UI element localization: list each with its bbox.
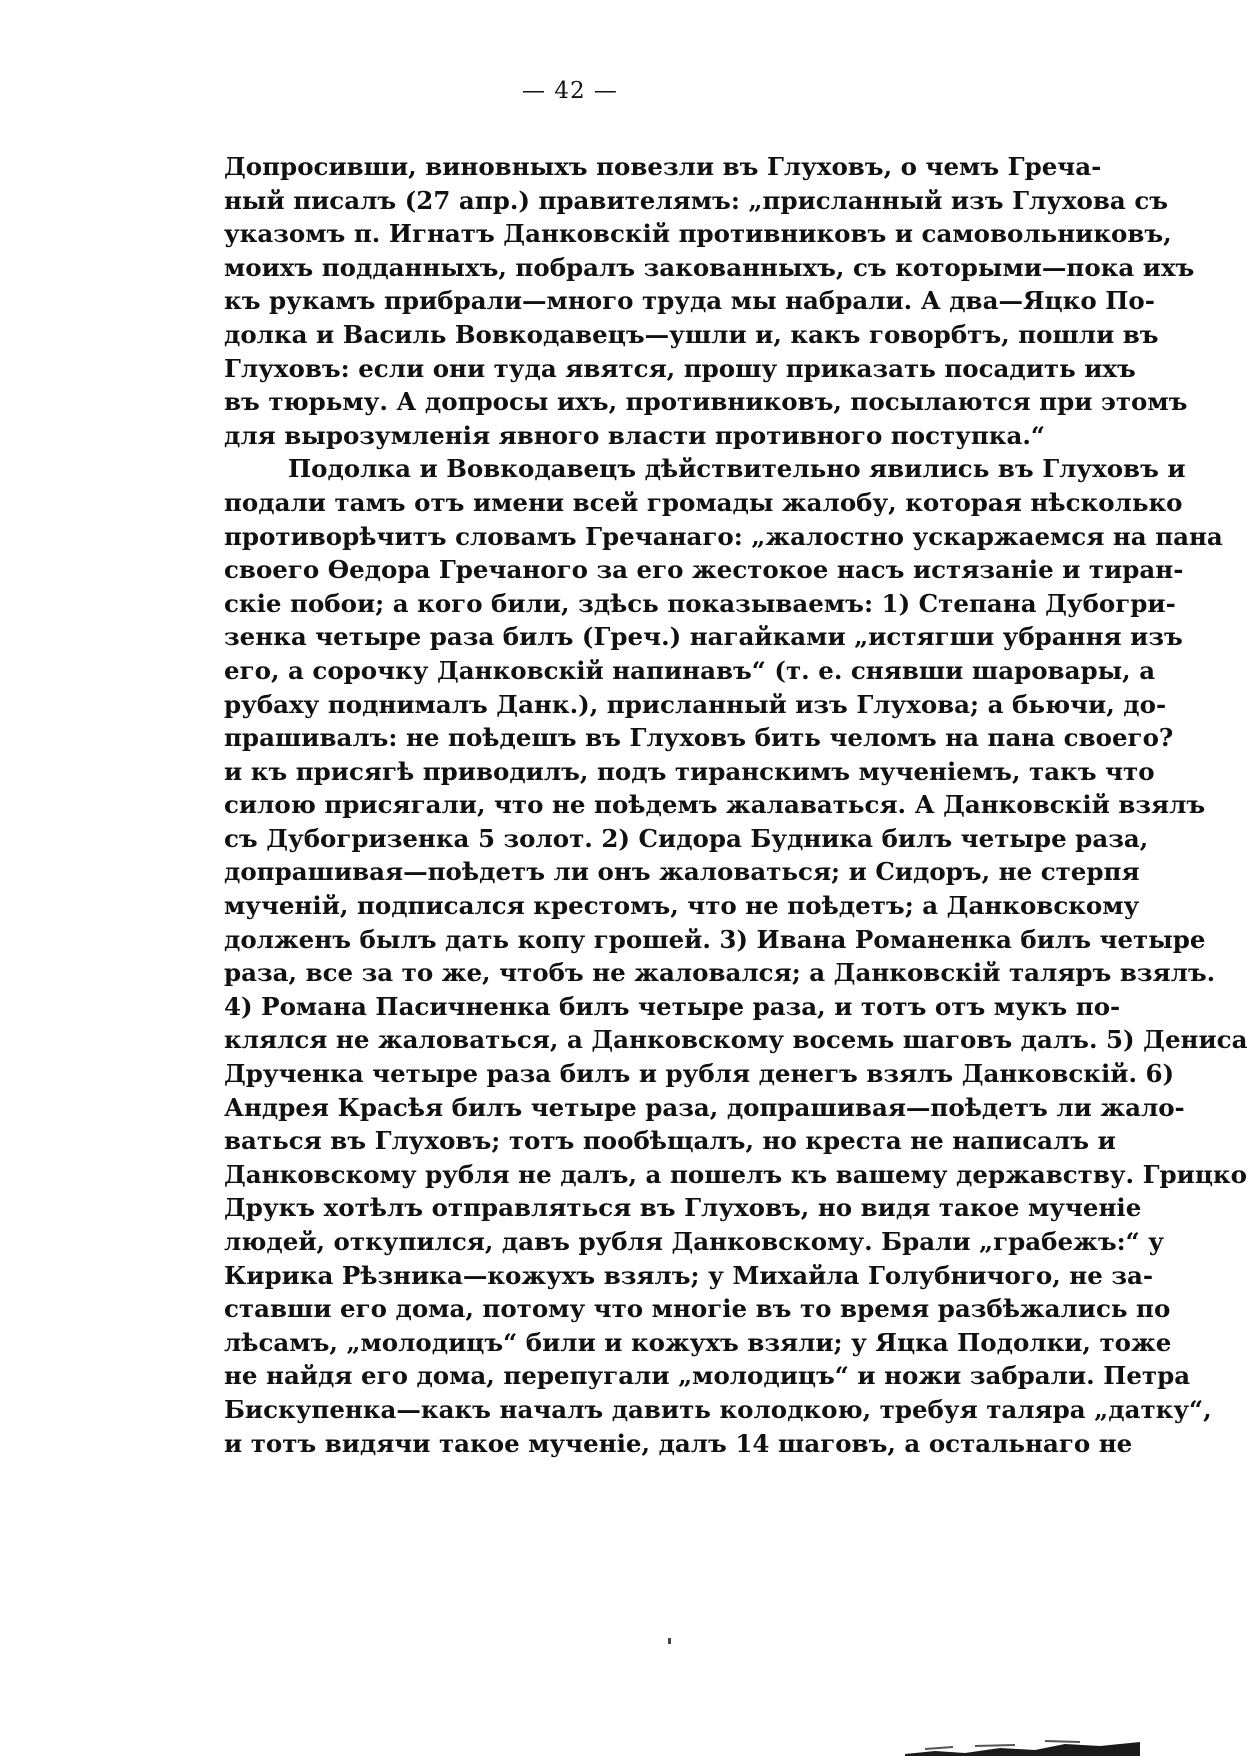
page-number: — 42 —: [522, 78, 618, 104]
text-line: долженъ былъ дать копу грошей. 3) Ивана Романенка билъ четыре: [224, 924, 1206, 954]
text-line: Допросивши, виновныхъ повезли въ Глуховъ, о чемъ Греча-: [224, 152, 1102, 181]
text-line: Кирика Рѣзника—кожухъ взялъ; у Михайла Голубничого, не за-: [224, 1260, 1154, 1290]
text-line: Бискупенка—какъ началъ давить колодкою, требуя таляра „датку“,: [224, 1394, 1212, 1424]
text-line: подали тамъ отъ имени всей громады жалобу, которая нѣсколько: [224, 487, 1183, 517]
scan-edge-artifact: [905, 1736, 1140, 1756]
text-line: 4) Романа Пасичненка билъ четыре раза, и тотъ отъ мукъ по-: [224, 991, 1121, 1021]
text-line: силою присягали, что не поѣдемъ жалаваться. А Данковскій взялъ: [224, 790, 1206, 820]
text-line: своего Өедора Гречаного за его жестокое насъ истязаніе и тиран-: [224, 555, 1184, 585]
text-line: къ рукамъ прибрали—много труда мы набрали. А два—Яцко По-: [224, 286, 1155, 316]
scan-speck: [668, 1638, 671, 1644]
text-line: рубаху поднималъ Данк.), присланный изъ Глухова; а бьючи, до-: [224, 689, 1167, 719]
text-line: зенка четыре раза билъ (Греч.) нагайками „истягши убрання изъ: [224, 622, 1183, 652]
text-line: Данковскому рубля не далъ, а пошелъ къ вашему державству. Грицко: [224, 1159, 1247, 1189]
text-line: моихъ подданныхъ, побралъ закованныхъ, съ которыми—пока ихъ: [224, 252, 1195, 282]
text-line: Андрея Красѣя билъ четыре раза, допрашивая—поѣдетъ ли жало-: [224, 1092, 1185, 1122]
text-line: противорѣчитъ словамъ Гречанаго: „жалостно ускаржаемся на пана: [224, 521, 1223, 551]
text-line: ный писалъ (27 апр.) правителямъ: „присланный изъ Глухова съ: [224, 185, 1169, 215]
text-line: указомъ п. Игнатъ Данковскій противниковъ и самовольниковъ,: [224, 219, 1172, 249]
text-line: Друченка четыре раза билъ и рубля денегъ взялъ Данковскій. 6): [224, 1059, 1175, 1089]
text-line: мученій, подписался крестомъ, что не поѣдетъ; а Данковскому: [224, 891, 1140, 921]
text-line: Глуховъ: если они туда явятся, прошу приказать посадить ихъ: [224, 353, 1136, 383]
text-line: и тотъ видячи такое мученіе, далъ 14 шаговъ, а остальнаго не: [224, 1428, 1133, 1458]
text-line: лѣсамъ, „молодицъ“ били и кожухъ взяли; у Яцка Подолки, тоже: [224, 1327, 1172, 1357]
text-line: для вырозумленія явного власти противного поступка.“: [224, 420, 1045, 450]
text-line: ставши его дома, потому что многіе въ то время разбѣжались по: [224, 1294, 1171, 1324]
text-line: не найдя его дома, перепугали „молодицъ“ и ножи забрали. Петра: [224, 1361, 1191, 1391]
text-line: клялся не жаловаться, а Данковскому восемь шаговъ далъ. 5) Дениса: [224, 1025, 1247, 1055]
text-line: долка и Василь Вовкодавецъ—ушли и, какъ говорбтъ, пошли въ: [224, 319, 1159, 349]
text-line: Друкъ хотѣлъ отправляться въ Глуховъ, но видя такое мученіе: [224, 1193, 1142, 1223]
text-line: его, а сорочку Данковскій напинавъ“ (т. е. снявши шаровары, а: [224, 655, 1156, 685]
body-text: [224, 150, 1247, 1460]
text-line: скіе побои; а кого били, здѣсь показываемъ: 1) Степана Дубогри-: [224, 588, 1176, 618]
text-line: ваться въ Глуховъ; тотъ пообѣщалъ, но креста не написалъ и: [224, 1126, 1116, 1156]
text-line: Подолка и Вовкодавецъ дѣйствительно явились въ Глуховъ и: [288, 454, 1186, 484]
text-line: въ тюрьму. А допросы ихъ, противниковъ, посылаются при этомъ: [224, 387, 1188, 417]
text-line: съ Дубогризенка 5 золот. 2) Сидора Будника билъ четыре раза,: [224, 823, 1149, 853]
text-line: допрашивая—поѣдетъ ли онъ жаловаться; и Сидоръ, не стерпя: [224, 857, 1140, 887]
text-line: людей, откупился, давъ рубля Данковскому. Брали „грабежъ:“ у: [224, 1227, 1164, 1256]
text-line: раза, все за то же, чтобъ не жаловался; а Данковскій таляръ взялъ.: [224, 958, 1216, 988]
text-line: и къ присягѣ приводилъ, подъ тиранскимъ мученіемъ, такъ что: [224, 756, 1155, 786]
text-line: прашивалъ: не поѣдешъ въ Глуховъ бить челомъ на пана своего?: [224, 723, 1174, 753]
